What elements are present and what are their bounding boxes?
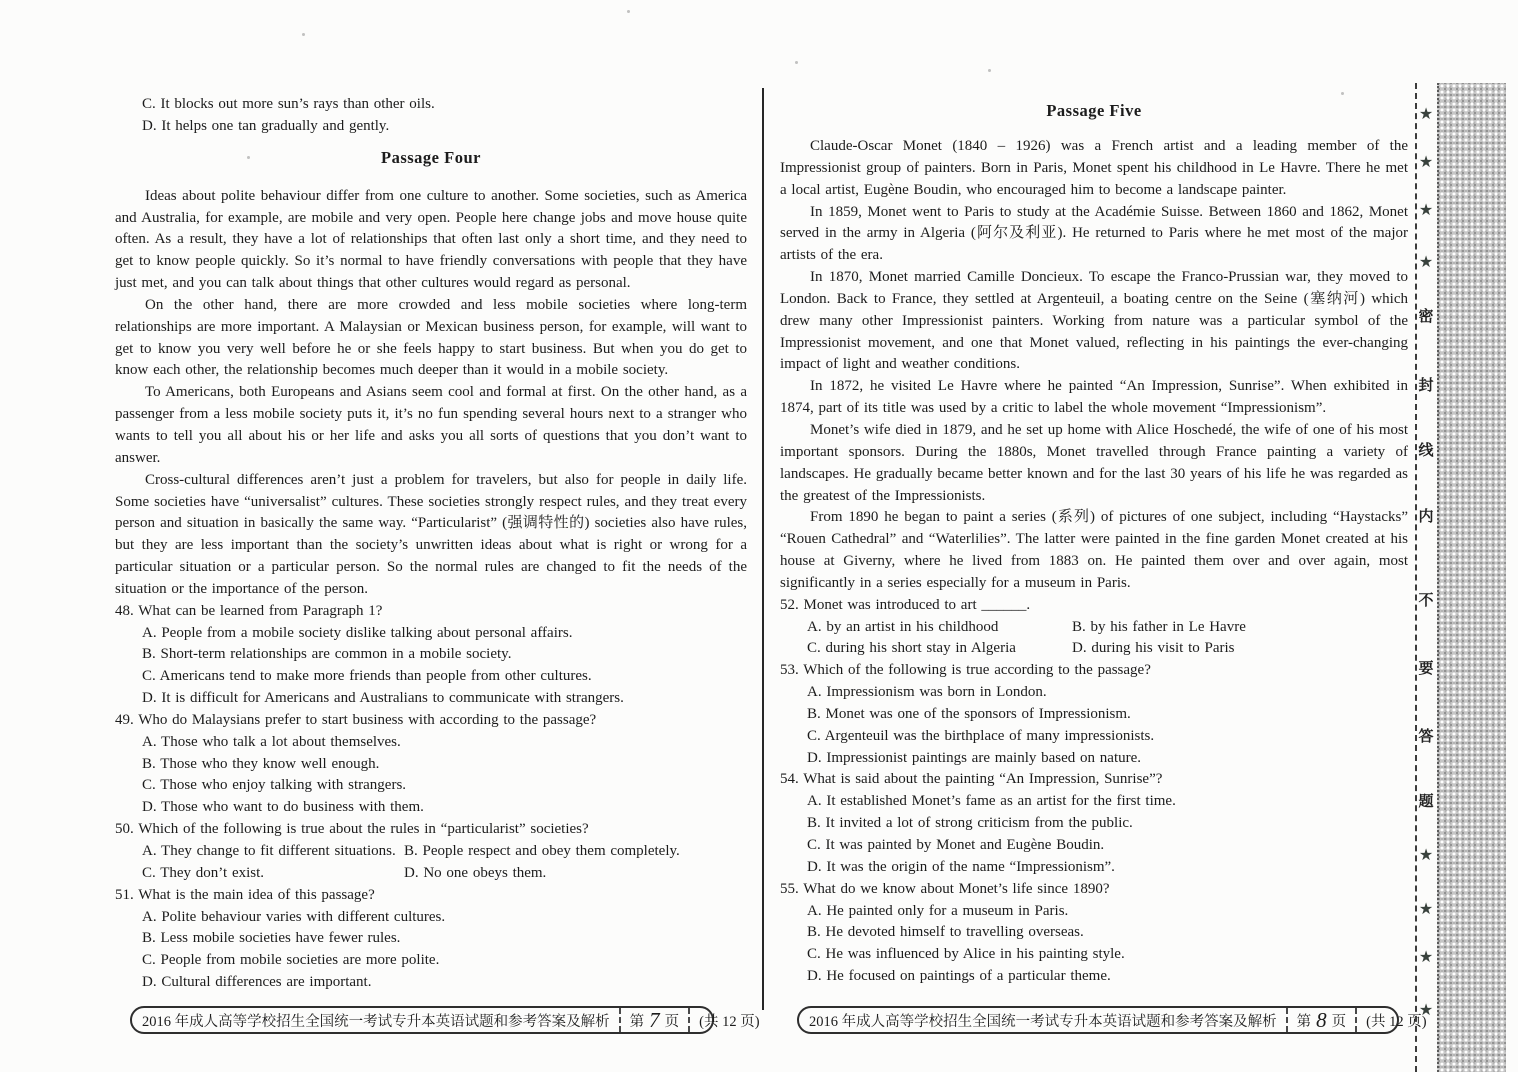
question-53 xyxy=(780,660,1408,769)
option: B. It invited a lot of strong criticism from the public. xyxy=(807,815,1133,832)
option: C. They don’t exist. xyxy=(142,864,265,881)
option: C. Americans tend to make more friends than people from other cultures. xyxy=(142,668,592,685)
seal-star-icon: ★ xyxy=(1418,106,1434,123)
seal-label-char: 题 xyxy=(1418,794,1434,810)
seal-star-icon: ★ xyxy=(1418,949,1434,966)
paragraph: On the other hand, there are more crowded and less mobile societies where long-term relationships are more important. A Malaysian or Mexican business person, for example, will want to get to know you very well before he or she feels happy to start business. But when you do get to know each other, the relationship becomes much deeper than it would in a mobile society. xyxy=(115,296,747,379)
page-footer xyxy=(130,1006,760,1034)
question-stem: 53. Which of the following is true according to the passage? xyxy=(780,662,1151,679)
option: A. Impressionism was born in London. xyxy=(807,684,1047,701)
option: C. during his short stay in Algeria xyxy=(807,640,1016,657)
seal-label-char: 不 xyxy=(1418,593,1434,609)
option: B. Monet was one of the sponsors of Impressionism. xyxy=(807,705,1131,722)
seal-star-icon: ★ xyxy=(1418,254,1434,271)
option: B. Less mobile societies have fewer rules. xyxy=(142,930,401,947)
paragraph: Claude-Oscar Monet (1840 – 1926) was a French artist and a leading member of the Impressionist group of painters. Born in Paris, Monet spent his childhood in Le Havre. There he met a local artist, Eugène Boudin, who encouraged him to become a landscape painter. xyxy=(780,138,1408,198)
page-7 xyxy=(115,0,747,994)
page-prefix: 第 xyxy=(629,1013,645,1030)
seal-star-icon: ★ xyxy=(1418,154,1434,171)
option: C. It blocks out more sun’s rays than other oils. xyxy=(142,96,435,112)
seal-star-icon: ★ xyxy=(1418,847,1434,864)
page-8 xyxy=(780,0,1408,988)
option: D. It helps one tan gradually and gently. xyxy=(142,117,390,134)
total-pages: (共 12 页) xyxy=(1355,1008,1426,1032)
binding-texture xyxy=(1437,83,1506,1072)
page-number-section xyxy=(1286,1008,1356,1032)
question-48 xyxy=(115,601,747,710)
option: A. They change to fit different situations. xyxy=(142,843,396,859)
question-51 xyxy=(115,885,747,994)
option: C. Argenteuil was the birthplace of many impressionists. xyxy=(807,727,1155,744)
option: C. It was painted by Monet and Eugène Boudin. xyxy=(807,837,1105,853)
question-50 xyxy=(115,819,747,885)
page-footer xyxy=(797,1006,1427,1034)
option: C. People from mobile societies are more polite. xyxy=(142,952,440,969)
paragraph: To Americans, both Europeans and Asians seem cool and formal at first. On the other hand, as a passenger from a less mobile society puts it, it’s no fun spending several hours next to a stranger who wants to tell you all about his or her life and asks you all sorts of questions that you don’t want to answer. xyxy=(115,384,747,466)
seal-label-char: 线 xyxy=(1418,443,1434,459)
question-55 xyxy=(780,879,1408,988)
seal-label-char: 密 xyxy=(1418,309,1434,325)
question-stem: 51. What is the main idea of this passage? xyxy=(115,886,375,903)
question-stem: 49. Who do Malaysians prefer to start business with according to the passage? xyxy=(115,711,597,728)
page-unit: 页 xyxy=(1331,1013,1347,1030)
option: D. Cultural differences are important. xyxy=(142,974,372,991)
seal-label-char: 内 xyxy=(1418,509,1434,525)
option: A. He painted only for a museum in Paris. xyxy=(807,902,1069,919)
option: D. Impressionist paintings are mainly based on nature. xyxy=(807,749,1142,766)
footer-text: 2016 年成人高等学校招生全国统一考试专升本英语试题和参考答案及解析 xyxy=(809,1013,1277,1030)
paragraph: Monet’s wife died in 1879, and he set up home with Alice Hoschedé, the wife of one of his most important sponsors. During the 1880s, Monet travelled through France painting a variety of landscapes. He gradually became better known and for the last 30 years of his life he was regarded as the greatest of the Impressionists. xyxy=(780,421,1408,504)
option: D. during his visit to Paris xyxy=(1072,640,1235,657)
seal-star-icon: ★ xyxy=(1418,202,1434,219)
option: A. by an artist in his childhood xyxy=(807,618,999,635)
paragraph: In 1872, he visited Le Havre where he painted “An Impression, Sunrise”. When exhibited in 1874, part of its title was used by a critic to label the whole movement “Impressionism”. xyxy=(780,378,1408,417)
option-grid xyxy=(115,841,747,885)
option: D. He focused on paintings of a particular theme. xyxy=(807,968,1111,985)
page-prefix: 第 xyxy=(1296,1013,1312,1030)
question-52 xyxy=(780,595,1408,661)
question-stem: 52. Monet was introduced to art ______. xyxy=(780,596,1031,613)
question-49 xyxy=(115,710,747,819)
passage-title: Passage Five xyxy=(1046,101,1142,120)
option: C. He was influenced by Alice in his painting style. xyxy=(807,946,1125,963)
seal-label-char: 封 xyxy=(1418,378,1434,394)
option: D. It was the origin of the name “Impressionism”. xyxy=(807,858,1115,875)
option: C. Those who enjoy talking with strangers. xyxy=(142,777,407,794)
footer-text: 2016 年成人高等学校招生全国统一考试专升本英语试题和参考答案及解析 xyxy=(142,1013,610,1030)
paragraph: Ideas about polite behaviour differ from one culture to another. Some societies, such as America and Australia, for example, are mobile and very open. People here change jobs and move house quite often. As a result, they have a lot of relationships that often last only a short time, and they need to get to know people quickly. So it’s normal to have friendly conversations with people that they have just met, and you can talk about things that other cultures would regard as personal. xyxy=(115,187,747,292)
paragraph: In 1859, Monet went to Paris to study at the Académie Suisse. Between 1860 and 1862, Monet served in the army in Algeria (阿尔及利亚). He returned to Paris where he met most of the major artists of the era. xyxy=(780,203,1408,264)
option: D. It is difficult for Americans and Australians to communicate with strangers. xyxy=(142,690,624,707)
option-grid xyxy=(780,617,1408,661)
seal-label-char: 要 xyxy=(1418,661,1434,677)
page-unit: 页 xyxy=(664,1013,680,1030)
question-stem: 54. What is said about the painting “An Impression, Sunrise”? xyxy=(780,771,1163,788)
question-stem: 48. What can be learned from Paragraph 1? xyxy=(115,602,383,619)
page-number: 8 xyxy=(1316,1008,1327,1032)
page-divider xyxy=(762,88,764,1010)
page-number: 7 xyxy=(649,1008,660,1032)
seal-label-char: 答 xyxy=(1418,729,1434,745)
option: B. He devoted himself to travelling overseas. xyxy=(807,924,1084,941)
question-stem: 55. What do we know about Monet’s life since 1890? xyxy=(780,880,1110,897)
total-pages: (共 12 页) xyxy=(688,1008,759,1032)
option: B. Short-term relationships are common in a mobile society. xyxy=(142,646,512,663)
option: A. Those who talk a lot about themselves. xyxy=(142,733,401,750)
seal-dashed-line xyxy=(1415,83,1417,1072)
question-54 xyxy=(780,769,1408,878)
option: B. Those who they know well enough. xyxy=(142,755,380,772)
page-number-section xyxy=(619,1008,689,1032)
option: B. People respect and obey them completely. xyxy=(404,843,680,859)
option: A. It established Monet’s fame as an artist for the first time. xyxy=(807,793,1176,810)
seal-star-icon: ★ xyxy=(1418,1002,1434,1019)
option: D. No one obeys them. xyxy=(404,864,547,881)
seal-star-icon: ★ xyxy=(1418,901,1434,918)
option: A. People from a mobile society dislike talking about personal affairs. xyxy=(142,624,573,641)
option: D. Those who want to do business with them. xyxy=(142,799,424,816)
option: A. Polite behaviour varies with different cultures. xyxy=(142,908,446,925)
question-stem: 50. Which of the following is true about the rules in “particularist” societies? xyxy=(115,821,589,838)
passage-title: Passage Four xyxy=(381,147,481,167)
option: B. by his father in Le Havre xyxy=(1072,618,1246,635)
paragraph: Cross-cultural differences aren’t just a problem for travelers, but also for people in daily life. Some societies have “universalist” cultures. These societies strongly respect rules, and they treat every person and situation in basically the same way. “Particularist” (强调特性的) societies also have rules, but they are less important than the society’s unwritten ideas about what is right or wrong for a particular situation or a particular person. So the normal rules are changed to fit the needs of the situation or the importance of the person. xyxy=(115,471,747,597)
paragraph: From 1890 he began to paint a series (系列) of pictures of one subject, including “Haystacks” “Rouen Cathedral” and “Waterlilies”. The latter were painted in the fine garden Monet created at his house at Giverny, where he lived from 1883 on. He painted them over and over again, most significantly in a series especially for a museum in Paris. xyxy=(780,509,1408,591)
paragraph: In 1870, Monet married Camille Doncieux. To escape the Franco-Prussian war, they moved to London. Back to France, they settled at Argenteuil, a boating centre on the Seine (塞纳河) which drew many other Impressionist painters. Working from nature was a particular symbol of the Impressionist movement, and one that Monet valued, reflecting in his paintings the ever-changing impact of light and weather conditions. xyxy=(780,269,1408,373)
